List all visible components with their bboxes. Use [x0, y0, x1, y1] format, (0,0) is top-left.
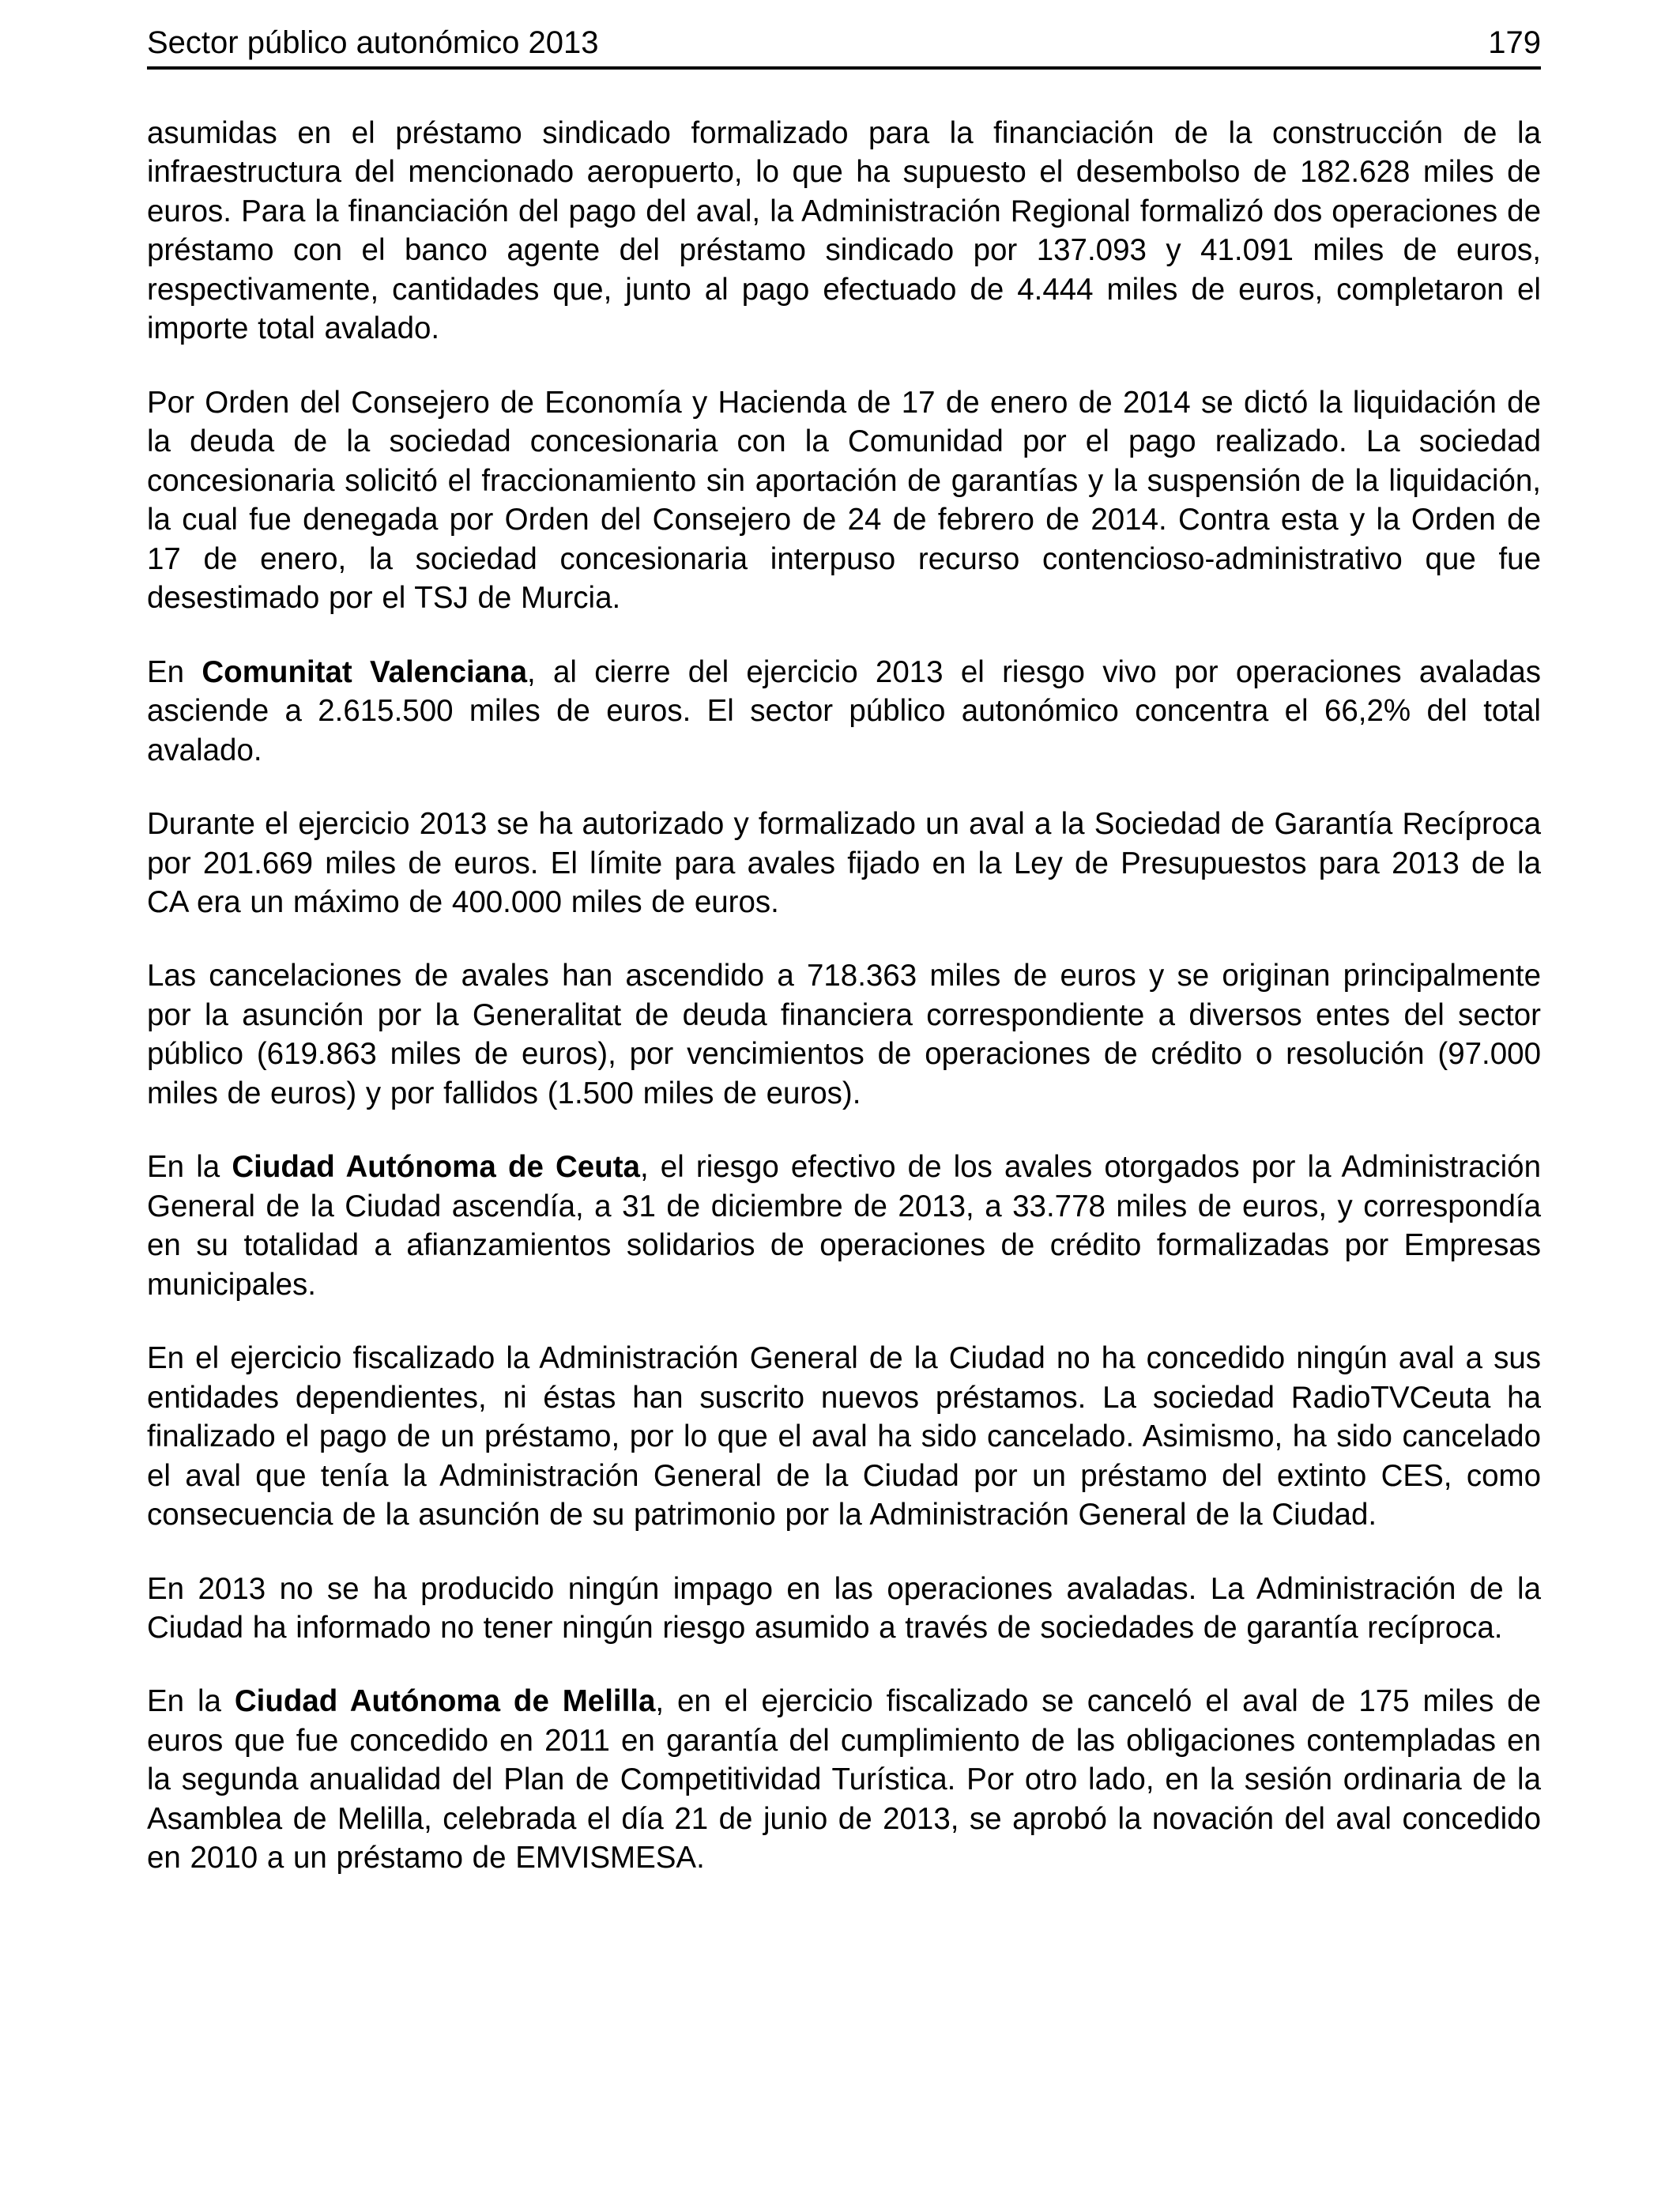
page-number: 179	[1488, 25, 1541, 60]
bold-text-run: Ciudad Autónoma de Melilla	[234, 1684, 656, 1719]
text-run: En	[147, 654, 202, 689]
paragraph	[147, 1148, 1541, 1304]
paragraph	[147, 1339, 1541, 1534]
bold-text-run: Ciudad Autónoma de Ceuta	[232, 1150, 640, 1185]
page-title: Sector público autonómico 2013	[147, 25, 599, 60]
bold-text-run: Comunitat Valenciana	[202, 654, 528, 689]
page-header	[147, 24, 1541, 70]
text-run: En 2013 no se ha producido ningún impago en las operaciones avaladas. La Administración de la Ciudad ha informado no tener ningún riesgo asumido a través de sociedades de garantía recíproca.	[147, 1571, 1541, 1645]
text-run: , el riesgo efectivo de los avales otorgados por la Administración General de la Ciudad ascendía, a 31 de diciembre de 2013, a 33.778 miles de euros, y correspondía en su totalidad a afianzamientos solidarios de operaciones de crédito formalizadas por Empresas municipales.	[147, 1150, 1541, 1302]
document-body	[147, 114, 1541, 1878]
text-run: Las cancelaciones de avales han ascendido a 718.363 miles de euros y se originan principalmente por la asunción por la Generalitat de deuda financiera correspondiente a diversos entes del sector público (619.863 miles de euros), por vencimientos de operaciones de crédito o resolución (97.000 miles de euros) y por fallidos (1.500 miles de euros).	[147, 959, 1541, 1110]
paragraph	[147, 956, 1541, 1113]
text-run: En la	[147, 1684, 235, 1719]
text-run: , al cierre del ejercicio 2013 el riesgo vivo por operaciones avaladas asciende a 2.615.500 miles de euros. El sector público autonómico concentra el 66,2% del total avalado.	[147, 654, 1542, 767]
paragraph	[147, 653, 1541, 770]
text-run: Durante el ejercicio 2013 se ha autorizado y formalizado un aval a la Sociedad de Garantía Recíproca por 201.669 miles de euros. El límite para avales fijado en la Ley de Presupuestos para 2013 de la CA era un máximo de 400.000 miles de euros.	[147, 807, 1541, 919]
text-run: En el ejercicio fiscalizado la Administración General de la Ciudad no ha concedido ningún aval a sus entidades dependientes, ni éstas han suscrito nuevos préstamos. La sociedad RadioTVCeuta ha finalizado el pago de un préstamo, por lo que el aval ha sido cancelado. Asimismo, ha sido cancelado el aval que tenía la Administración General de la Ciudad por un préstamo del extinto CES, como consecuencia de la asunción de su patrimonio por la Administración General de la Ciudad.	[147, 1341, 1541, 1532]
text-run: , en el ejercicio fiscalizado se canceló el aval de 175 miles de euros que fue concedido en 2011 en garantía del cumplimiento de las obligaciones contempladas en la segunda anualidad del Plan de Competitividad Turística. Por otro lado, en la sesión ordinaria de la Asamblea de Melilla, celebrada el día 21 de junio de 2013, se aprobó la novación del aval concedido en 2010 a un préstamo de EMVISMESA.	[147, 1684, 1542, 1875]
text-run: asumidas en el préstamo sindicado formalizado para la financiación de la construcción de la infraestructura del mencionado aeropuerto, lo que ha supuesto el desembolso de 182.628 miles de euros. Para la financiación del pago del aval, la Administración Regional formalizó dos operaciones de préstamo con el banco agente del préstamo sindicado por 137.093 y 41.091 miles de euros, respectivamente, cantidades que, junto al pago efectuado de 4.444 miles de euros, completaron el importe total avalado.	[147, 116, 1541, 346]
paragraph	[147, 383, 1541, 618]
paragraph	[147, 1570, 1541, 1648]
text-run: En la	[147, 1150, 232, 1185]
paragraph	[147, 1682, 1541, 1877]
paragraph	[147, 805, 1541, 922]
paragraph	[147, 114, 1541, 349]
text-run: Por Orden del Consejero de Economía y Hacienda de 17 de enero de 2014 se dictó la liquidación de la deuda de la sociedad concesionaria con la Comunidad por el pago realizado. La sociedad concesionaria solicitó el fraccionamiento sin aportación de garantías y la suspensión de la liquidación, la cual fue denegada por Orden del Consejero de 24 de febrero de 2014. Contra esta y la Orden de 17 de enero, la sociedad concesionaria interpuso recurso contencioso-administrativo que fue desestimado por el TSJ de Murcia.	[147, 385, 1541, 616]
